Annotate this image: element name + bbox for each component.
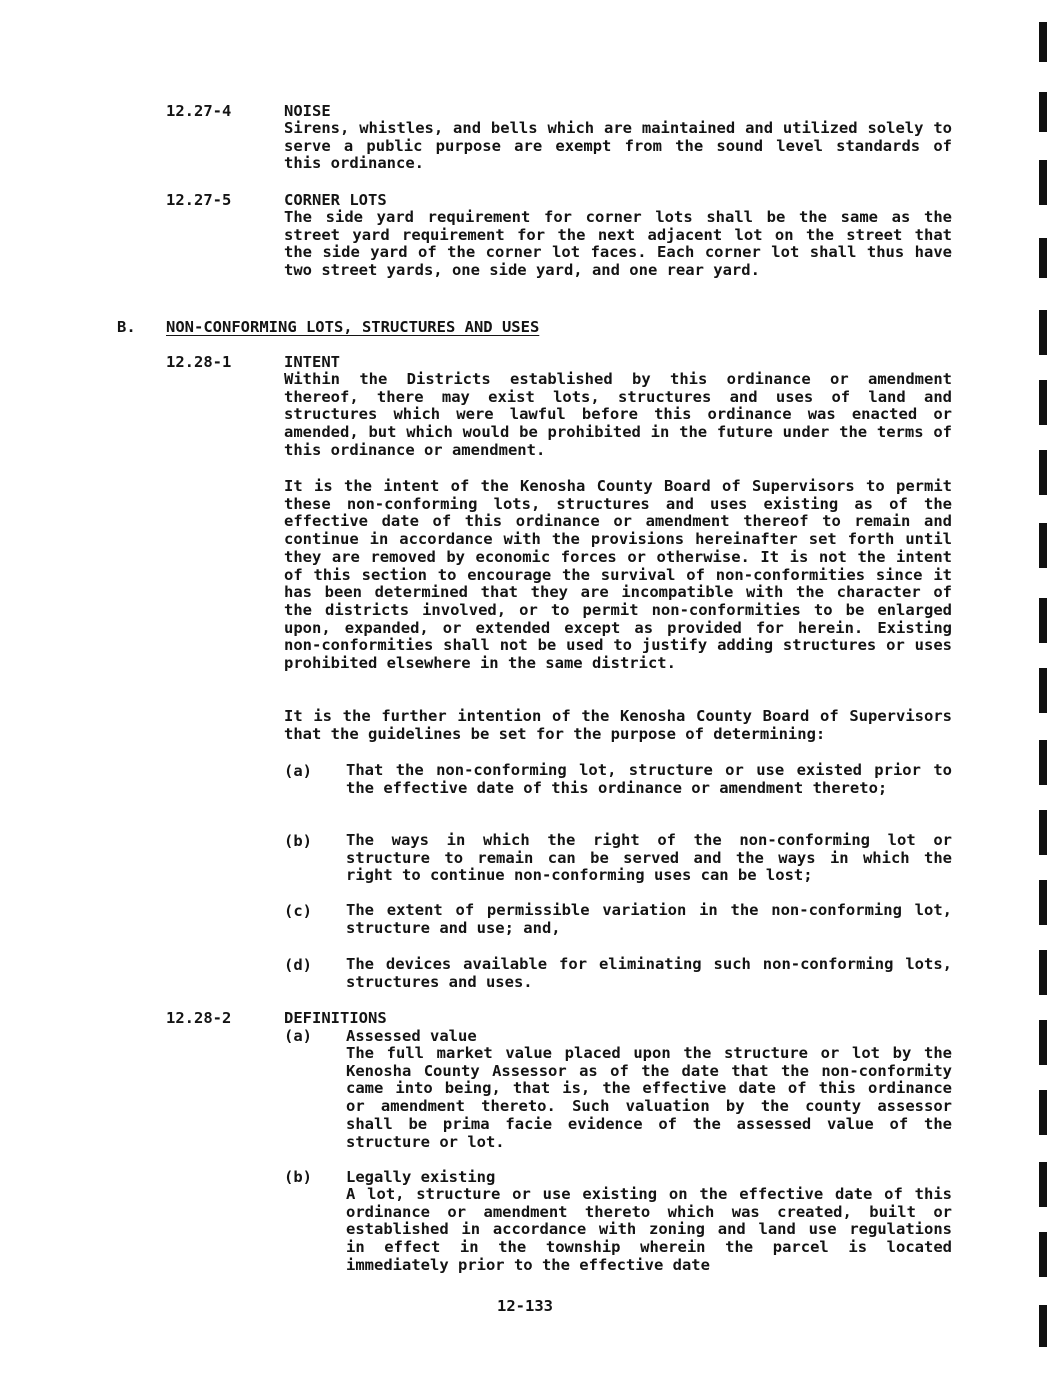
section-heading: DEFINITIONS: [284, 1009, 387, 1027]
scan-mark: [1039, 160, 1047, 205]
scan-mark: [1039, 450, 1047, 495]
definition-item: [346, 1027, 952, 1151]
definition-label: (a): [284, 1027, 312, 1045]
section-heading: INTENT: [284, 353, 340, 371]
section-heading: CORNER LOTS: [284, 191, 387, 209]
section-number: 12.28-1: [166, 353, 232, 371]
scan-mark: [1039, 1090, 1047, 1135]
section-number: 12.28-2: [166, 1009, 232, 1027]
scan-mark: [1039, 1162, 1047, 1207]
scan-mark: [1039, 92, 1047, 132]
part-title: NON-CONFORMING LOTS, STRUCTURES AND USES: [166, 318, 540, 336]
definition-term: Legally existing: [346, 1168, 496, 1186]
scan-mark: [1039, 310, 1047, 355]
page-number: 12-133: [497, 1297, 553, 1315]
list-label: (c): [284, 902, 312, 920]
scan-mark: [1039, 810, 1047, 855]
definition-text: The full market value placed upon the structure or lot by the Kenosha County Assessor as of the date that the non-conformity came into being, that is, the effective date of this ordinance or amendment thereto. Such valuation by the county assessor shall be prima facie evidence of the assessed value of the structure or lot.: [346, 1044, 952, 1151]
definition-label: (b): [284, 1168, 312, 1186]
list-item: [346, 956, 952, 991]
scan-mark: [1039, 1232, 1047, 1277]
definition-term: Assessed value: [346, 1027, 477, 1045]
scan-mark: [1039, 1305, 1047, 1347]
list-item-text: The extent of permissible variation in the non-conforming lot, structure and use; and,: [346, 901, 952, 937]
scan-mark: [1039, 668, 1047, 713]
section-text: The side yard requirement for corner lots shall be the same as the street yard requirement for the next adjacent lot on the street that the side yard of the corner lot faces. Each corner lot shall thus have two street yards, one side yard, and one rear yard.: [284, 208, 952, 280]
section-corner-lots: [284, 191, 952, 280]
intent-paragraph-3: It is the further intention of the Kenosha County Board of Supervisors that the guidelines be set for the purpose of determining:: [284, 707, 952, 743]
scan-mark: [1039, 880, 1047, 925]
scan-mark: [1039, 950, 1047, 995]
list-item-text: The devices available for eliminating such non-conforming lots, structures and uses.: [346, 955, 952, 991]
list-label: (d): [284, 956, 312, 974]
section-number: 12.27-5: [166, 191, 232, 209]
intent-paragraph-2: It is the intent of the Kenosha County Board of Supervisors to permit these non-conforming lots, structures and uses existing as of the effective date of this ordinance or amendment thereof to remain and continue in accordance with the provisions hereinafter set forth until they are removed by economic forces or otherwise. It is not the intent of this section to encourage the survival of non-conformities since it has been determined that they are incompatible with the character of the districts involved, or to permit non-conformities to be enlarged upon, expanded, or extended except as provided for herein. Existing non-conformities shall not be used to justify adding structures or uses prohibited elsewhere in the same district.: [284, 477, 952, 673]
definition-item: [346, 1168, 952, 1275]
scan-mark: [1039, 740, 1047, 785]
scan-mark: [1039, 22, 1047, 62]
section-intent: [284, 353, 952, 460]
section-noise: [284, 102, 952, 173]
definition-text: A lot, structure or use existing on the effective date of this ordinance or amendment thereto which was created, built or established in accordance with zoning and land use regulations in effect in the township wherein the parcel is located immediately prior to the effective date: [346, 1185, 952, 1274]
scan-mark: [1039, 523, 1047, 568]
list-item-text: The ways in which the right of the non-conforming lot or structure to remain can be served and the ways in which the right to continue non-conforming uses can be lost;: [346, 831, 952, 885]
part-letter: B.: [117, 318, 136, 336]
scan-mark: [1039, 598, 1047, 643]
scan-mark: [1039, 1020, 1047, 1065]
section-heading: NOISE: [284, 102, 331, 120]
list-item: [346, 832, 952, 885]
list-item-text: That the non-conforming lot, structure or use existed prior to the effective date of this ordinance or amendment thereto;: [346, 761, 952, 797]
list-label: (b): [284, 832, 312, 850]
intent-paragraph-2-wrap: [284, 478, 952, 673]
list-item: [346, 902, 952, 937]
intent-paragraph-3-wrap: [284, 708, 952, 743]
section-text: Sirens, whistles, and bells which are maintained and utilized solely to serve a public purpose are exempt from the sound level standards of this ordinance.: [284, 119, 952, 173]
list-label: (a): [284, 762, 312, 780]
list-item: [346, 762, 952, 797]
section-number: 12.27-4: [166, 102, 232, 120]
section-definitions: [284, 1009, 952, 1027]
scan-mark: [1039, 238, 1047, 278]
scan-mark: [1039, 380, 1047, 425]
intent-paragraph-1: Within the Districts established by this ordinance or amendment thereof, there may exist lots, structures and uses of land and structures which were lawful before this ordinance was enacted or amended, but which would be prohibited in the future under the terms of this ordinance or amendment.: [284, 370, 952, 459]
